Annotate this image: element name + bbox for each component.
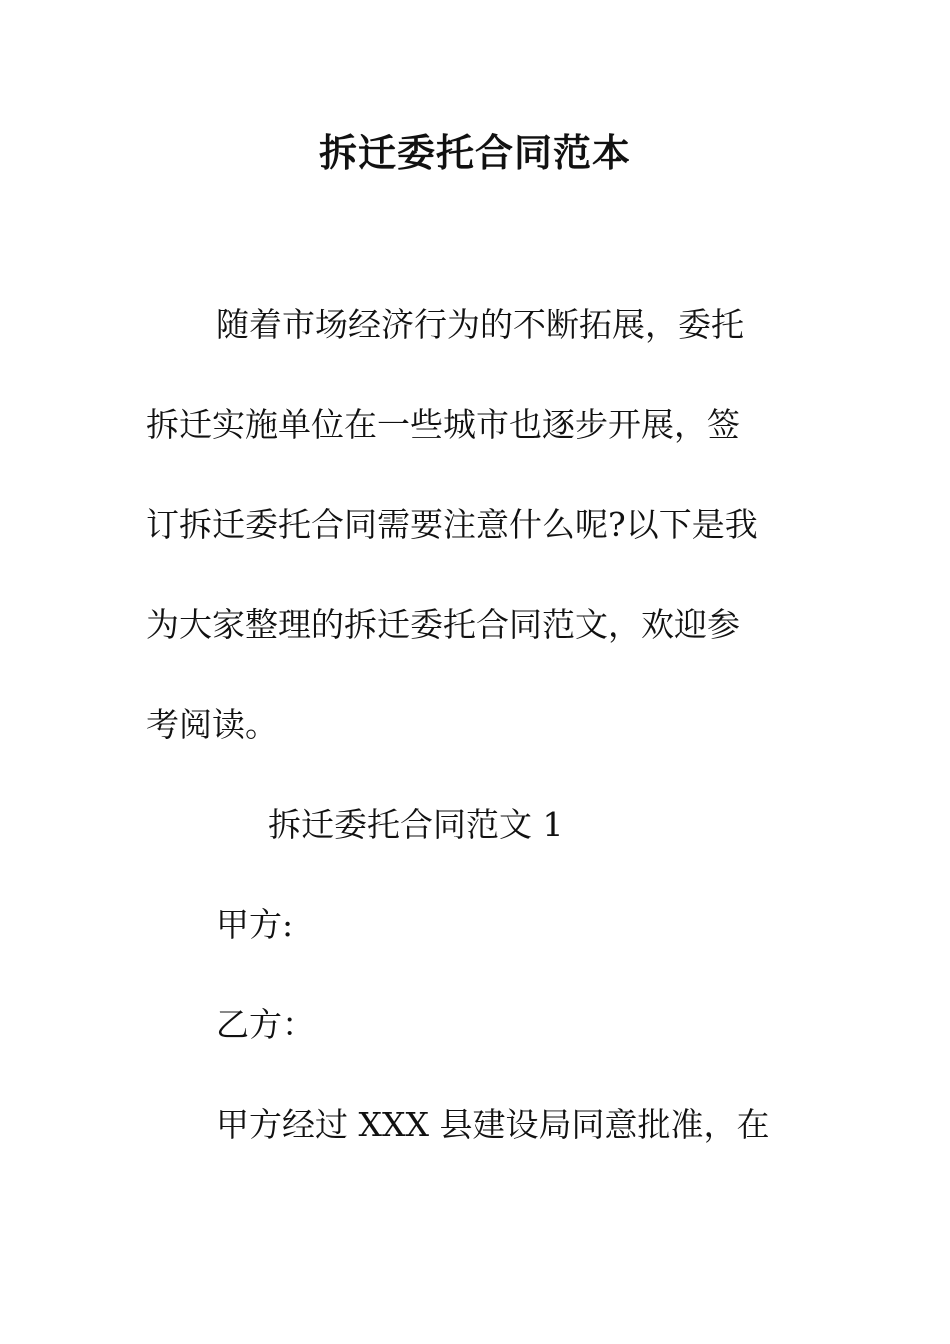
section-heading: 拆迁委托合同范文 1	[268, 805, 564, 844]
party-b-label: 乙方：	[216, 1005, 315, 1044]
body-paragraph-line: 甲方经过 XXX 县建设局同意批准，在	[216, 1105, 770, 1144]
document-title: 拆迁委托合同范本	[318, 131, 631, 175]
intro-line-5: 考阅读。	[146, 705, 278, 744]
intro-line-1: 随着市场经济行为的不断拓展，委托	[216, 305, 744, 344]
party-a-label: 甲方:	[216, 905, 294, 944]
intro-line-4: 为大家整理的拆迁委托合同范文，欢迎参	[146, 605, 740, 644]
intro-line-2: 拆迁实施单位在一些城市也逐步开展，签	[146, 405, 740, 444]
intro-line-3: 订拆迁委托合同需要注意什么呢?以下是我	[146, 505, 758, 544]
